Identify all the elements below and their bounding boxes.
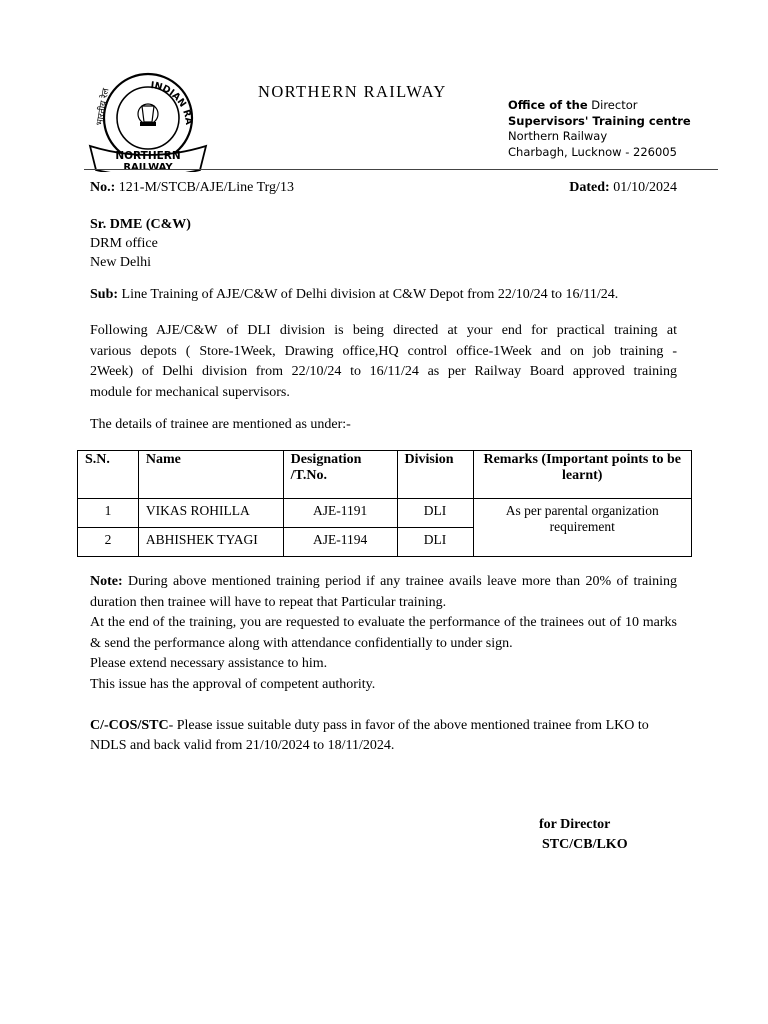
row-sn: 1 [78,499,139,528]
organization-title: NORTHERN RAILWAY [258,82,447,101]
reference-number [90,180,294,196]
cos-label: C/-COS/STC [90,718,169,733]
office-line4: Charbagh, Lucknow - 226005 [508,144,677,159]
note-section [90,572,677,695]
signature-line2: STC/CB/LKO [542,837,628,852]
body-line-3: 2Week) of Delhi division from 22/10/24 to 16/11/24 as per Railway Board approved training [90,364,677,379]
logo-hindi-text: भारतीय रेल [95,87,112,127]
row-name: VIKAS ROHILLA [138,499,283,528]
note-label: Note: [90,574,123,589]
addressee-office: DRM office [90,236,158,251]
northern-railway-logo [88,66,212,172]
office-line3: Northern Railway [508,129,608,143]
header-divider [84,169,718,170]
reference-label: No.: [90,180,116,195]
cos-text: - Please issue suitable duty pass in favor of the above mentioned trainee from LKO to NDLS and back valid from 21/10/2024 to 18/11/2024. [90,718,649,753]
trainee-table [77,450,692,557]
office-line1 [508,98,691,114]
signature-line1: for Director [539,817,611,832]
header-remarks: Remarks (Important points to be learnt) [473,451,692,499]
date-label: Dated: [569,180,610,195]
office-address-block [508,98,691,160]
row-designation: AJE-1194 [283,528,397,557]
logo-arc-text: INDIAN RA [150,80,195,126]
body-line-4: module for mechanical supervisors. [90,384,290,400]
logo-banner-line1: NORTHERN [115,150,181,162]
office-line1-rest: Director [587,98,638,112]
addressee-city: New Delhi [90,255,152,270]
date-value: 01/10/2024 [609,180,677,195]
body-line-2: various depots ( Store-1Week, Drawing office,HQ control office-1Week and on job training - [90,343,677,359]
letter-date [569,180,677,196]
row-designation: AJE-1191 [283,499,397,528]
reference-value: 121-M/STCB/AJE/Line Trg/13 [115,180,294,195]
note-paragraph [90,572,677,613]
northern-railway-emblem-icon [88,66,212,172]
details-intro: The details of trainee are mentioned as under:- [90,417,351,432]
subject-text: Line Training of AJE/C&W of Delhi division at C&W Depot from 22/10/24 to 16/11/24. [118,287,619,302]
logo-banner-line2: RAILWAY [123,162,173,172]
subject-line [90,287,618,303]
row-division: DLI [397,528,473,557]
note-evaluation: At the end of the training, you are requested to evaluate the performance of the trainees out of 10 marks & send the performance along with attendance confidentially to under sign. [90,615,677,651]
header-division: Division [397,451,473,499]
addressee-block [90,215,191,272]
note-assistance: Please extend necessary assistance to him. [90,656,328,671]
table-header-row [78,451,692,499]
signature-block [539,815,628,855]
header-designation: Designation /T.No. [283,451,397,499]
body-paragraph [90,321,677,403]
note-approval: This issue has the approval of competent authority. [90,676,376,692]
header-name: Name [138,451,283,499]
addressee-title: Sr. DME (C&W) [90,217,191,232]
row-sn: 2 [78,528,139,557]
note-text: During above mentioned training period if any trainee avails leave more than 20% of training duration then trainee will have to repeat that Particular training. [90,574,677,610]
office-line1-bold: Office of the [508,98,588,112]
row-name: ABHISHEK TYAGI [138,528,283,557]
table-row [78,499,692,528]
body-line-1: Following AJE/C&W of DLI division is being directed at your end for practical training at [90,323,677,338]
subject-label: Sub: [90,287,119,302]
office-line2: Supervisors' Training centre [508,113,691,128]
header-sn: S.N. [78,451,139,499]
row-division: DLI [397,499,473,528]
row-remarks: As per parental organization requirement [473,499,692,557]
copy-to-cos [90,716,680,755]
